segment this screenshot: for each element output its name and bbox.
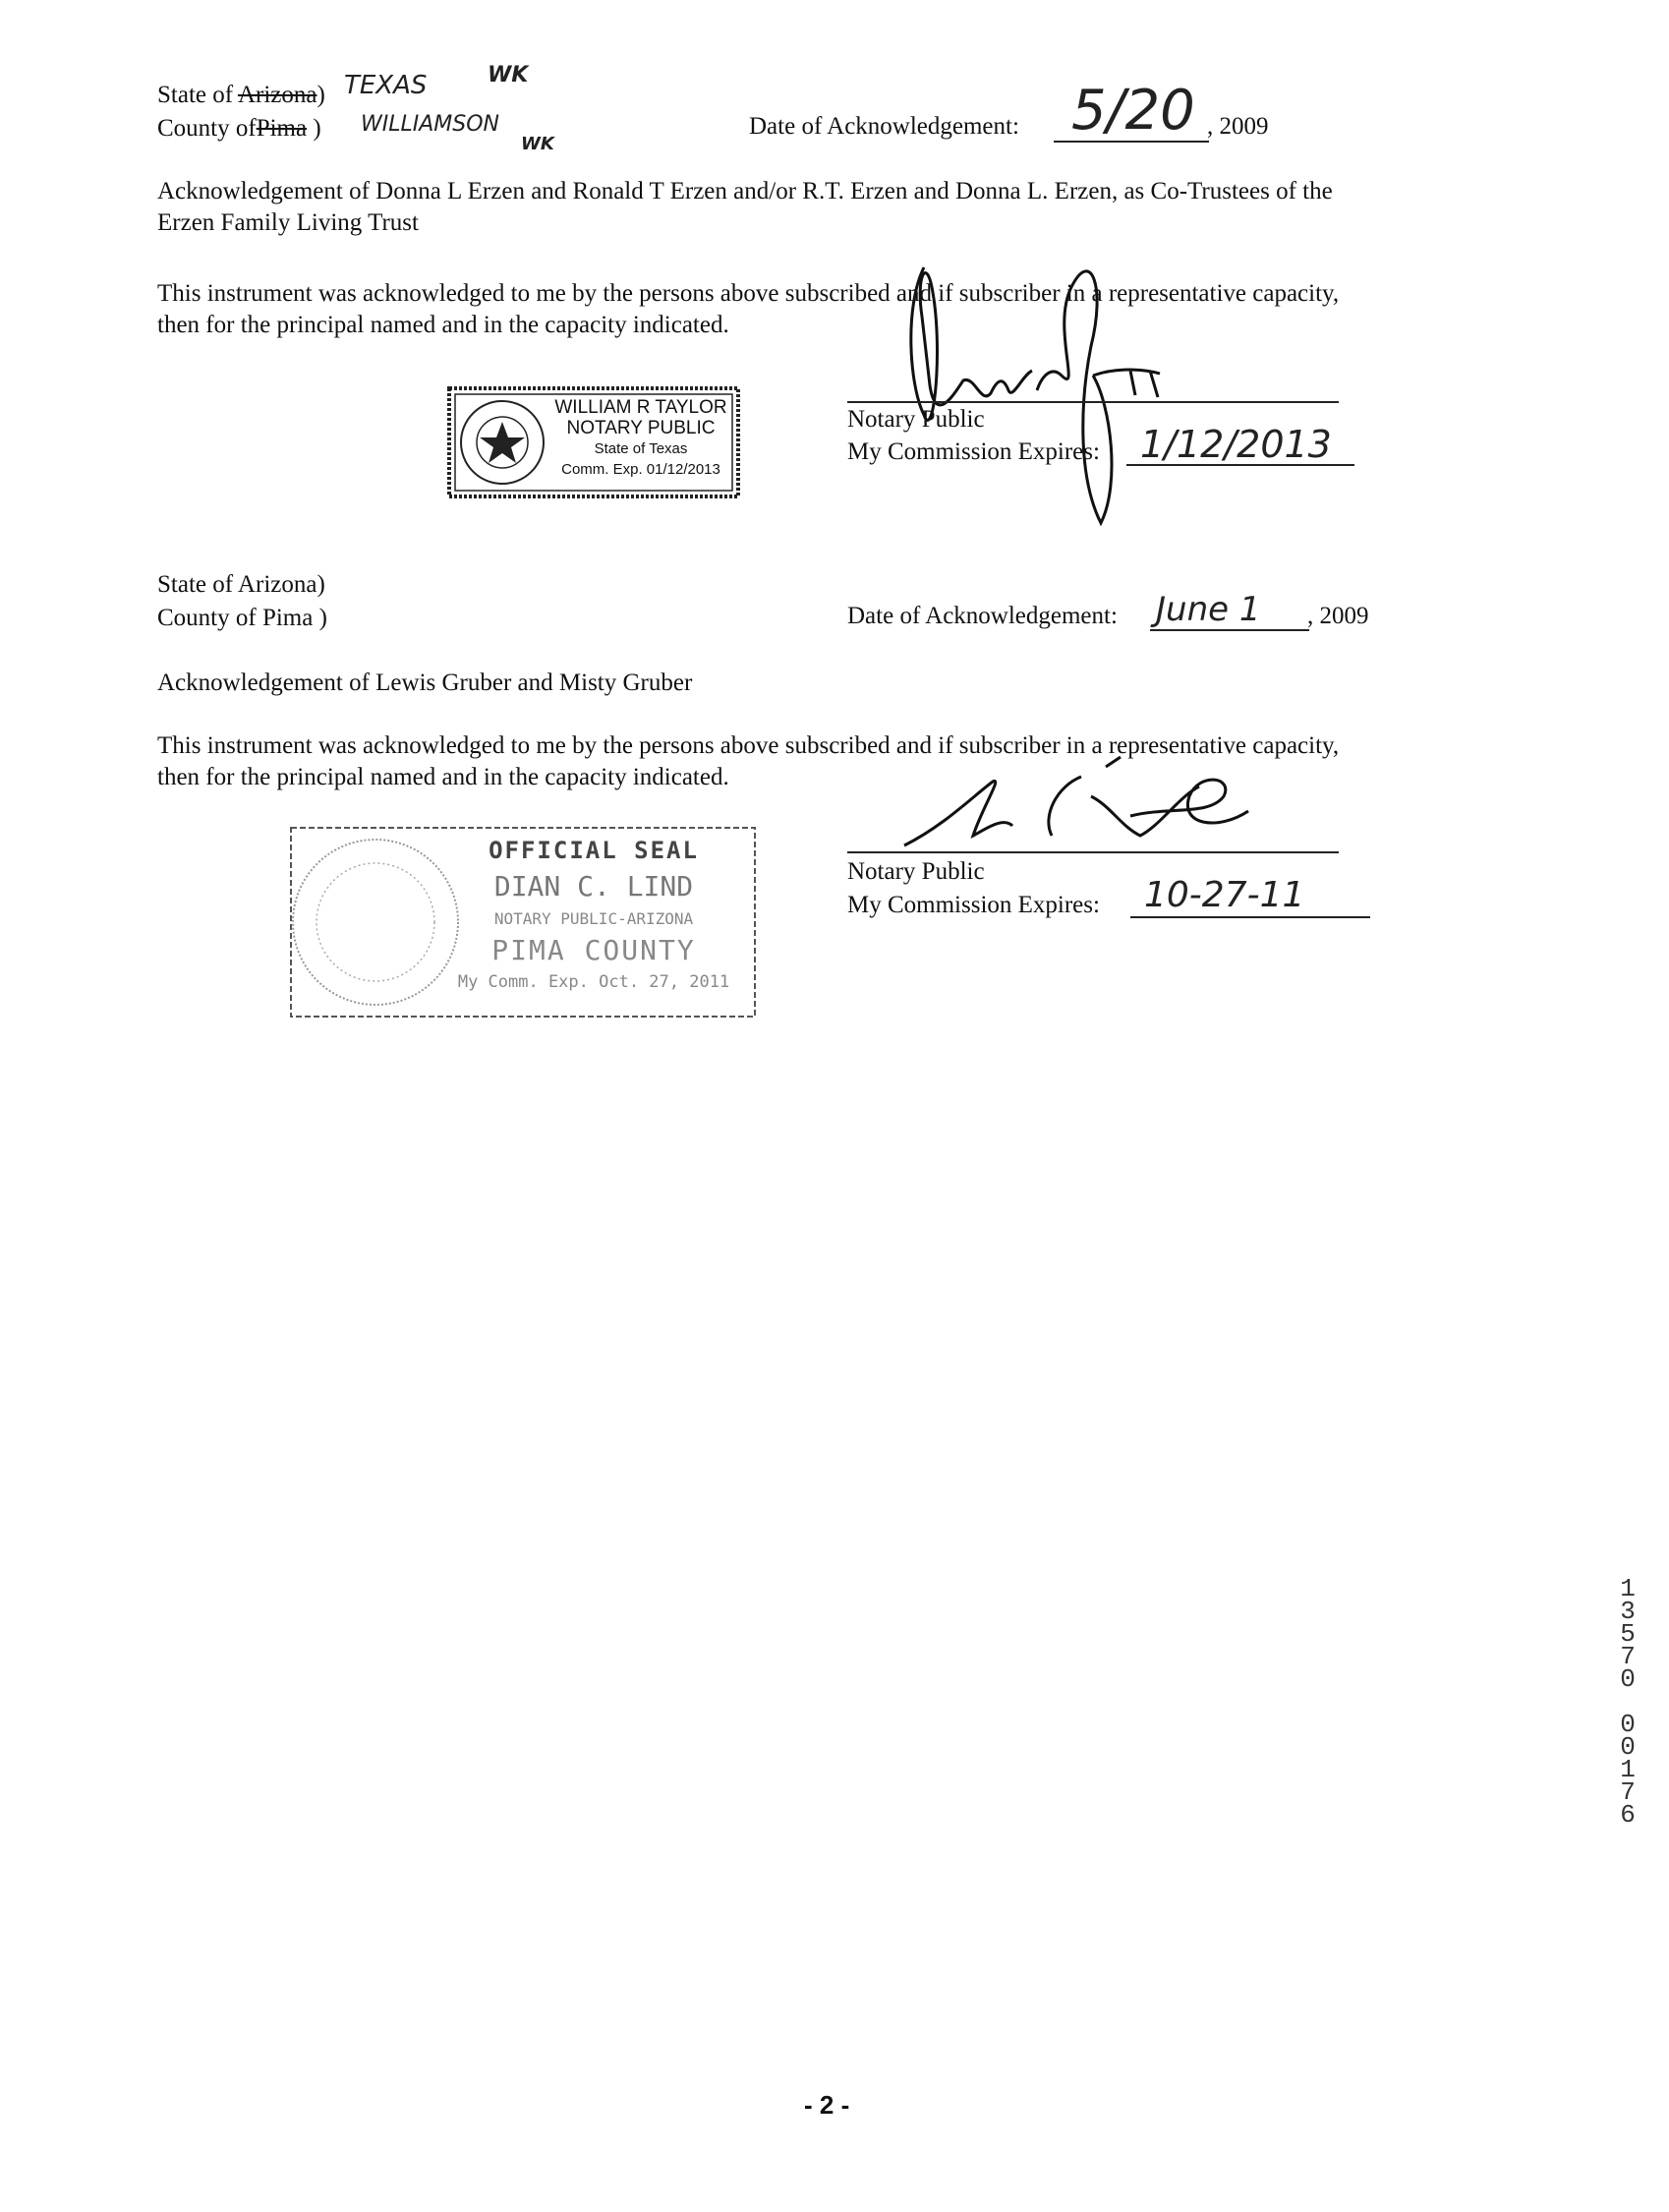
recording-digit: 5 bbox=[1620, 1619, 1636, 1649]
ack-text-2: Acknowledgement of Lewis Gruber and Misty Gruber bbox=[157, 669, 693, 696]
notary-signature-1 bbox=[865, 228, 1199, 533]
date-ack-year-1: , 2009 bbox=[1207, 113, 1269, 140]
commission-handwritten-2: 10-27-11 bbox=[1144, 875, 1305, 915]
signature-line-2 bbox=[847, 851, 1339, 853]
county-initials: WK bbox=[521, 134, 554, 154]
state-label: State of bbox=[157, 82, 238, 108]
date-ack-handwritten-2: June 1 bbox=[1156, 590, 1261, 629]
state-line-2: State of Arizona) bbox=[157, 571, 325, 598]
recording-digit: 7 bbox=[1620, 1642, 1636, 1671]
ack-text-1a: Acknowledgement of Donna L Erzen and Ronald T Erzen and/or R.T. Erzen and Donna L. Erzen, as Co-Trustees of the bbox=[157, 178, 1333, 204]
seal-taylor-state: State of Texas bbox=[594, 440, 688, 457]
recording-digit: 3 bbox=[1620, 1597, 1636, 1626]
date-ack-year-2: , 2009 bbox=[1307, 603, 1369, 629]
seal-taylor-title: NOTARY PUBLIC bbox=[566, 418, 716, 438]
recording-digit: 1 bbox=[1620, 1755, 1636, 1784]
county-struck-value: Pima bbox=[256, 115, 308, 142]
recording-number bbox=[1616, 1574, 1640, 1830]
signature-line-1 bbox=[847, 401, 1339, 403]
county-handwritten: WILLIAMSON bbox=[361, 112, 500, 137]
county-line-1 bbox=[157, 114, 321, 144]
texas-star-emblem bbox=[458, 398, 547, 487]
commission-expires-label-2: My Commission Expires: bbox=[847, 892, 1100, 918]
seal-taylor-name: WILLIAM R TAYLOR bbox=[554, 397, 727, 418]
page-number: - 2 - bbox=[804, 2090, 850, 2120]
state-struck-value: Arizona bbox=[237, 82, 317, 108]
seal-taylor-expiry: Comm. Exp. 01/12/2013 bbox=[561, 461, 720, 478]
commission-underline-2 bbox=[1130, 916, 1370, 918]
date-ack-label-2: Date of Acknowledgement: bbox=[847, 603, 1118, 629]
county-label: County of bbox=[157, 115, 257, 142]
state-initials: WK bbox=[488, 63, 529, 87]
commission-expires-label-1: My Commission Expires: bbox=[847, 438, 1100, 465]
state-handwritten: TEXAS bbox=[344, 71, 428, 100]
notary-public-label-1: Notary Public bbox=[847, 406, 985, 433]
state-line-1 bbox=[157, 81, 325, 110]
recording-digit: 6 bbox=[1620, 1800, 1636, 1830]
instrument-text-1a: This instrument was acknowledged to me by the persons above subscribed and if subscriber in a representative capacity, bbox=[157, 280, 1340, 307]
seal-lind-county: PIMA COUNTY bbox=[491, 934, 696, 966]
notary-signature-2 bbox=[885, 757, 1317, 855]
seal-lind-title: NOTARY PUBLIC-ARIZONA bbox=[493, 909, 694, 928]
seal-lind-name: DIAN C. LIND bbox=[493, 870, 694, 902]
instrument-text-2a: This instrument was acknowledged to me by the persons above subscribed and if subscriber in a representative capacity, bbox=[157, 732, 1340, 759]
date-ack-handwritten-1: 5/20 bbox=[1071, 79, 1195, 143]
instrument-text-1b: then for the principal named and in the capacity indicated. bbox=[157, 312, 729, 338]
recording-digit: 7 bbox=[1620, 1777, 1636, 1807]
notary-seal-lind bbox=[289, 826, 757, 1019]
recording-digit: 0 bbox=[1620, 1732, 1636, 1762]
recording-digit: 0 bbox=[1620, 1710, 1636, 1739]
notary-seal-taylor bbox=[446, 385, 741, 499]
county-paren: ) bbox=[307, 115, 321, 142]
recording-digit: 0 bbox=[1620, 1664, 1636, 1694]
date-ack-underline-2 bbox=[1150, 629, 1309, 631]
instrument-text-2b: then for the principal named and in the capacity indicated. bbox=[157, 764, 729, 790]
county-line-2: County of Pima ) bbox=[157, 605, 327, 631]
recording-digit: 1 bbox=[1620, 1574, 1636, 1603]
notary-public-label-2: Notary Public bbox=[847, 858, 985, 885]
seal-lind-expiry: My Comm. Exp. Oct. 27, 2011 bbox=[457, 972, 730, 992]
date-ack-label-1: Date of Acknowledgement: bbox=[749, 113, 1019, 140]
state-paren: ) bbox=[317, 82, 325, 108]
commission-handwritten-1: 1/12/2013 bbox=[1140, 423, 1332, 466]
seal-lind-heading: OFFICIAL SEAL bbox=[489, 837, 699, 864]
ack-text-1b: Erzen Family Living Trust bbox=[157, 209, 419, 236]
